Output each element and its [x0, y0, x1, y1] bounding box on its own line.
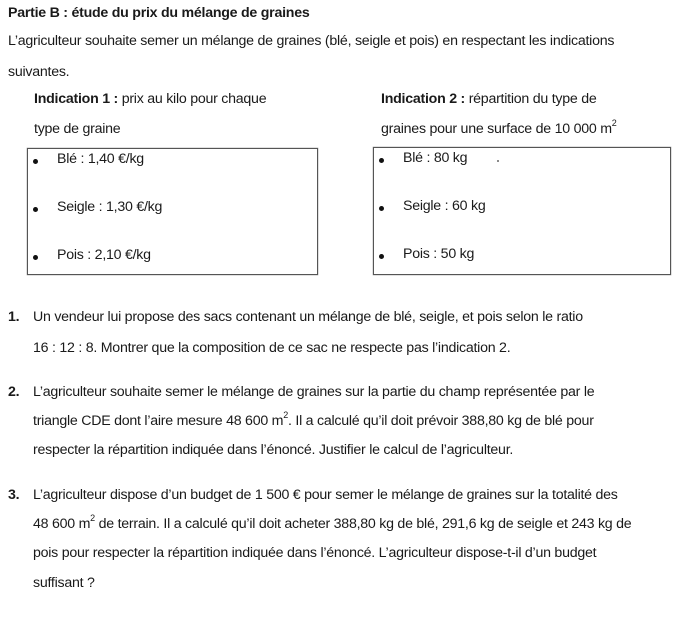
bullet-icon [379, 158, 384, 163]
bullet-icon [33, 159, 38, 164]
question-2-calc-text: . Il a calculé qu’il doit prévoir 388,80 kg de blé pour [288, 413, 594, 429]
question-3-line-1: L’agriculteur dispose d’un budget de 1 500 € pour semer le mélange de graines sur la totalité des [33, 487, 618, 503]
intro-line-1: L’agriculteur souhaite semer un mélange de graines (blé, seigle et pois) en respectant les indications [8, 33, 615, 49]
intro-line-2: suivantes. [8, 64, 70, 80]
mass-item-pois: Pois : 50 kg [403, 246, 475, 262]
question-2-line-3: respecter la répartition indiquée dans l’énoncé. Justifier le calcul de l’agriculteur. [33, 442, 514, 458]
indication-1-text: prix au kilo pour chaque [118, 91, 267, 107]
question-3-line-4: suffisant ? [33, 575, 95, 591]
question-1-line-1: Un vendeur lui propose des sacs contenant un mélange de blé, seigle, et pois selon le ratio [33, 309, 583, 325]
mass-item-seigle: Seigle : 60 kg [403, 198, 486, 214]
question-2-area-text: triangle CDE dont l’aire mesure 48 600 m [33, 413, 284, 429]
bullet-icon [33, 207, 38, 212]
question-3-line-3: pois pour respecter la répartition indiquée dans l’énoncé. L’agriculteur dispose-t-il d’un budget [33, 545, 597, 561]
indication-2-text-line-2 [381, 118, 617, 137]
question-3-line-2 [33, 513, 632, 532]
question-2-line-2 [33, 410, 594, 429]
scan-artifact-dot [497, 160, 499, 162]
bullet-icon [33, 255, 38, 260]
indication-2-surface-text: graines pour une surface de 10 000 m [381, 121, 612, 137]
indication-2-heading [381, 91, 596, 107]
indication-1-text-line-2: type de graine [34, 121, 121, 137]
indication-1-label: Indication 1 : [34, 91, 118, 107]
question-number: 3. [8, 487, 20, 503]
price-list-box [27, 148, 318, 275]
superscript-2: 2 [611, 118, 617, 129]
indication-1-heading [34, 91, 266, 107]
question-number: 2. [8, 384, 20, 400]
question-3-calc-text: de terrain. Il a calculé qu’il doit acheter 388,80 kg de blé, 291,6 kg de seigle et 243 kg de [94, 516, 632, 532]
question-3-area-text: 48 600 m [33, 516, 91, 532]
bullet-icon [379, 254, 384, 259]
indication-2-label: Indication 2 : [381, 91, 465, 107]
price-item-seigle: Seigle : 1,30 €/kg [57, 199, 163, 215]
repartition-box [373, 147, 671, 275]
section-title: Partie B : étude du prix du mélange de graines [8, 5, 310, 21]
price-item-ble: Blé : 1,40 €/kg [57, 151, 144, 167]
question-2-line-1: L’agriculteur souhaite semer le mélange de graines sur la partie du champ représentée par le [33, 384, 595, 400]
indication-2-text: répartition du type de [465, 91, 597, 107]
question-1-line-2: 16 : 12 : 8. Montrer que la composition de ce sac ne respecte pas l’indication 2. [33, 340, 511, 356]
question-number: 1. [8, 309, 20, 325]
mass-item-ble: Blé : 80 kg [403, 150, 468, 166]
bullet-icon [379, 206, 384, 211]
superscript-2: 2 [90, 513, 95, 524]
price-item-pois: Pois : 2,10 €/kg [57, 247, 151, 263]
superscript-2: 2 [283, 410, 288, 421]
